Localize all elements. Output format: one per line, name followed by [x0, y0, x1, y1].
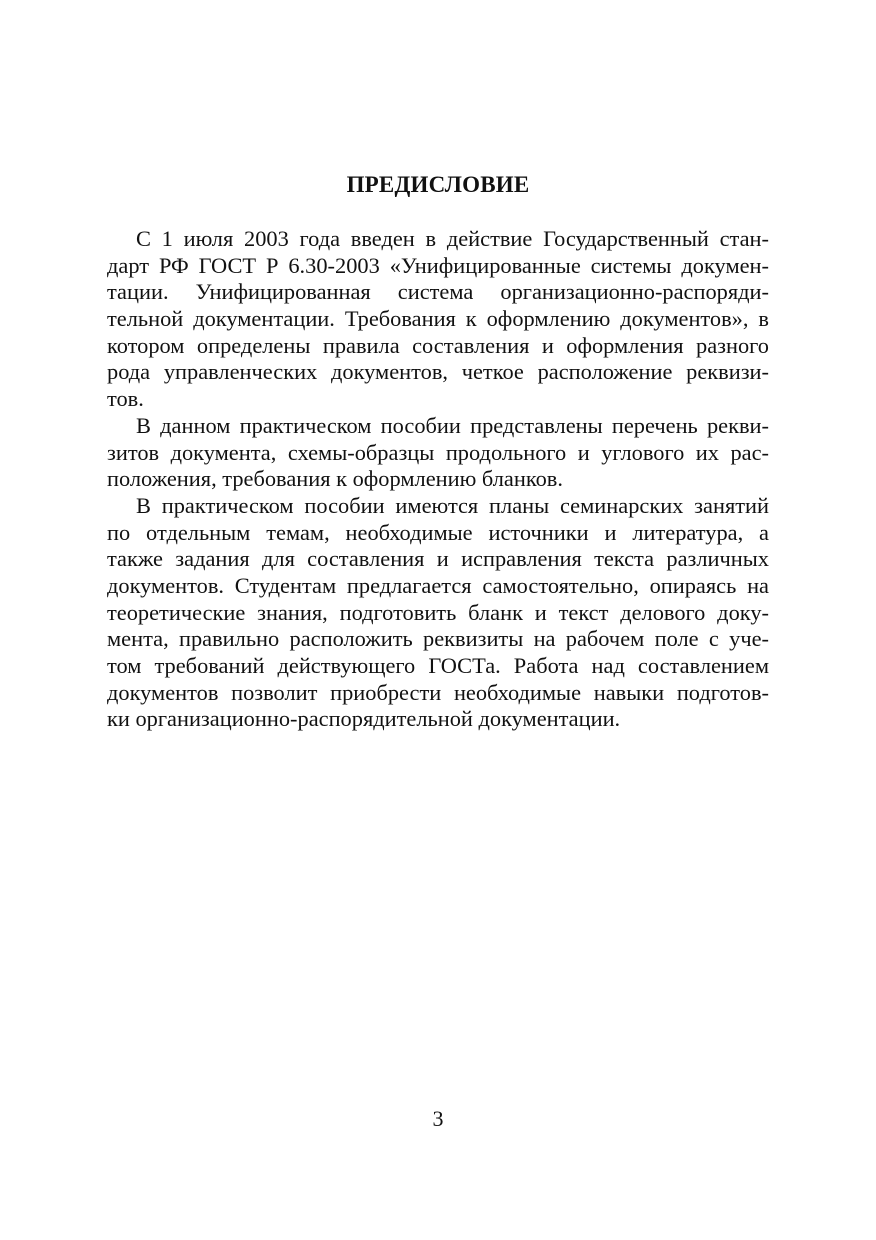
text-line: также задания для составления и исправления текста различных [107, 546, 769, 572]
text-line: документов позволит приобрести необходимые навыки подготов- [107, 679, 769, 705]
page-number: 3 [432, 1106, 444, 1131]
text-line: по отдельным темам, необходимые источники и литература, а [107, 519, 769, 545]
text-line: положения, требования к оформлению бланков. [107, 466, 563, 492]
text-line: мента, правильно расположить реквизиты на рабочем поле с уче- [107, 626, 769, 652]
text-line: котором определены правила составления и оформления разного [107, 332, 769, 358]
text-line: дарт РФ ГОСТ Р 6.30-2003 «Унифицированные системы докумен- [107, 252, 769, 278]
text-line: зитов документа, схемы-образцы продольного и углового их рас- [107, 439, 769, 465]
paragraph-2 [107, 413, 769, 493]
page-title: ПРЕДИСЛОВИЕ [346, 172, 530, 197]
preface-body [107, 226, 769, 733]
text-line: том требований действующего ГОСТа. Работа над составлением [107, 653, 769, 678]
paragraph-3 [107, 493, 769, 733]
paragraph-1 [107, 226, 769, 413]
text-line: рода управленческих документов, четкое расположение реквизи- [107, 359, 769, 385]
text-line: тельной документации. Требования к оформлению документов», в [107, 306, 769, 332]
text-line: В практическом пособии имеются планы семинарских занятий [136, 492, 769, 518]
text-line: теоретические знания, подготовить бланк и текст делового доку- [107, 599, 769, 625]
text-line: С 1 июля 2003 года введен в действие Государственный стан- [136, 226, 769, 251]
text-line: В данном практическом пособии представлены перечень рекви- [136, 412, 769, 438]
text-line: тации. Унифицированная система организационно-распоряди- [107, 279, 769, 305]
text-line: документов. Студентам предлагается самостоятельно, опираясь на [107, 572, 769, 598]
text-line: тов. [107, 386, 144, 412]
text-line: ки организационно-распорядительной документации. [107, 706, 621, 732]
